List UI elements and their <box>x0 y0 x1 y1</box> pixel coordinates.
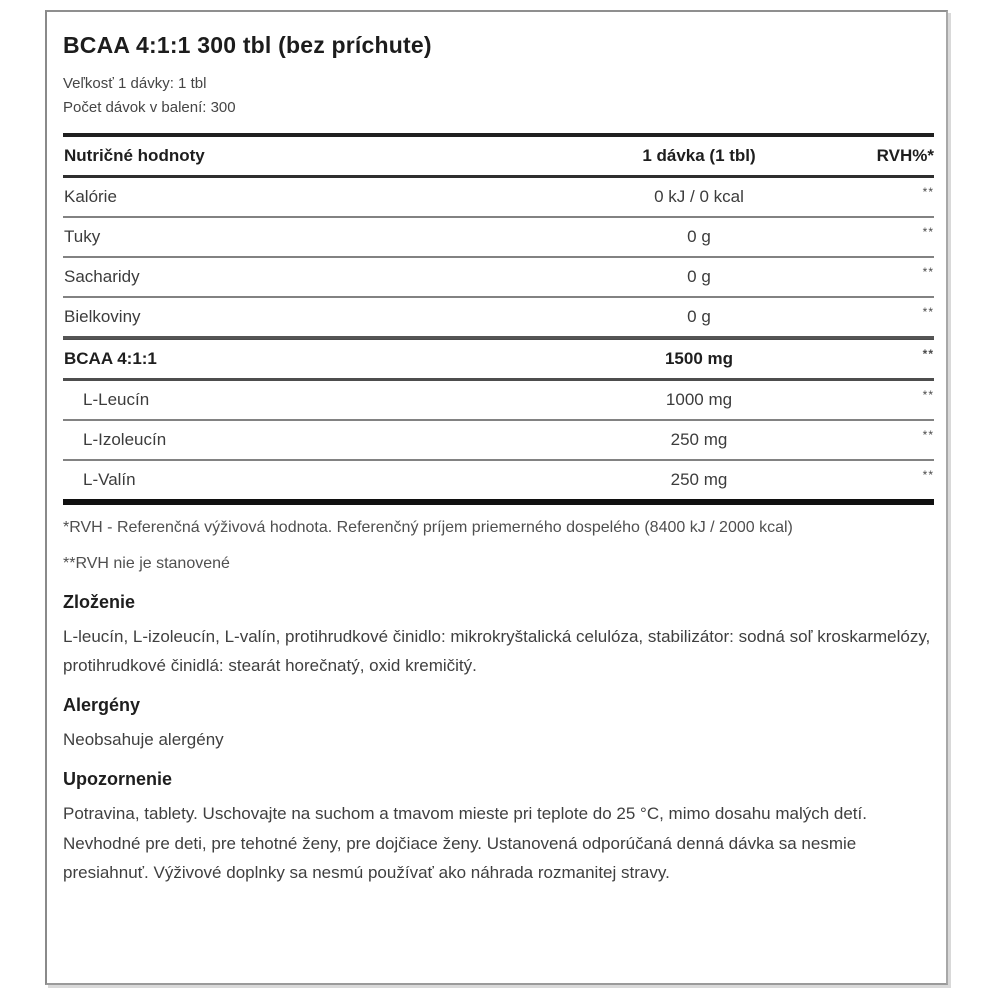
table-row-bielkoviny <box>63 298 934 339</box>
nutrient-rvh: ** <box>922 185 934 199</box>
nutrient-rvh: ** <box>922 468 934 482</box>
nutrient-rvh: ** <box>922 265 934 279</box>
nutrient-value: 1500 mg <box>664 349 734 368</box>
column-header-rvh: RVH%* <box>876 146 934 165</box>
nutrient-rvh: ** <box>922 225 934 239</box>
nutrient-value: 250 mg <box>670 470 728 489</box>
product-title: BCAA 4:1:1 300 tbl (bez príchute) <box>63 32 432 58</box>
column-header-nutrients: Nutričné hodnoty <box>64 146 205 165</box>
nutrient-name: Tuky <box>64 227 101 246</box>
table-row-tuky <box>63 218 934 258</box>
table-header-row <box>63 137 934 178</box>
table-row-l-leucin <box>63 381 934 421</box>
table-row-kalorie <box>63 178 934 218</box>
nutrient-name: L-Leucín <box>83 390 150 409</box>
section-heading-allergens: Alergény <box>63 695 141 716</box>
nutrient-value: 1000 mg <box>665 390 733 409</box>
nutrient-name: Sacharidy <box>64 267 140 286</box>
nutrient-rvh: ** <box>922 347 934 361</box>
nutrient-name: Kalórie <box>64 187 117 206</box>
servings-per-pack-line: Počet dávok v balení: 300 <box>63 99 236 116</box>
table-row-bcaa-total <box>63 339 934 381</box>
nutrient-value: 250 mg <box>670 430 728 449</box>
nutrient-rvh: ** <box>922 428 934 442</box>
section-body-ingredients: L-leucín, L-izoleucín, L-valín, protihrudkové činidlo: mikrokryštalická celulóza, stabilizátor: sodná soľ kroskarmelózy, protihrudkové činidlá: stearát horečnatý, oxid kremičitý. <box>63 626 931 675</box>
nutrition-table <box>63 133 934 505</box>
section-heading-ingredients: Zloženie <box>63 591 136 612</box>
nutrient-name: Bielkoviny <box>64 307 141 326</box>
nutrient-rvh: ** <box>922 305 934 319</box>
serving-size-line: Veľkosť 1 dávky: 1 tbl <box>63 75 207 92</box>
nutrient-value: 0 g <box>687 227 711 246</box>
section-body-warning: Potravina, tablety. Uschovajte na suchom a tmavom mieste pri teplote do 25 °C, mimo dosahu malých detí. Nevhodné pre deti, pre tehotné ženy, pre dojčiace ženy. Ustanovená odporúčaná denná dávka sa nesmie presiahnuť. Výživové doplnky sa nesmú používať ako náhrada rozmanitej stravy. <box>63 804 867 882</box>
section-heading-warning: Upozornenie <box>63 769 173 790</box>
section-body-allergens: Neobsahuje alergény <box>63 730 224 750</box>
nutrition-label-card <box>45 10 948 985</box>
nutrient-name: BCAA 4:1:1 <box>64 349 157 368</box>
table-row-l-valin <box>63 461 934 505</box>
nutrient-name: L-Valín <box>83 470 136 489</box>
nutrient-value: 0 kJ / 0 kcal <box>654 187 744 206</box>
table-row-sacharidy <box>63 258 934 298</box>
footnote-rvh-definition: *RVH - Referenčná výživová hodnota. Referenčný príjem priemerného dospelého (8400 kJ / 2000 kcal) <box>63 519 793 536</box>
table-row-l-izoleucin <box>63 421 934 461</box>
nutrient-name: L-Izoleucín <box>83 430 167 449</box>
nutrient-value: 0 g <box>687 267 711 286</box>
nutrient-value: 0 g <box>687 307 711 326</box>
column-header-per-serving: 1 dávka (1 tbl) <box>642 146 756 165</box>
footnote-rvh-not-set: **RVH nie je stanovené <box>63 554 230 572</box>
nutrient-rvh: ** <box>922 388 934 402</box>
